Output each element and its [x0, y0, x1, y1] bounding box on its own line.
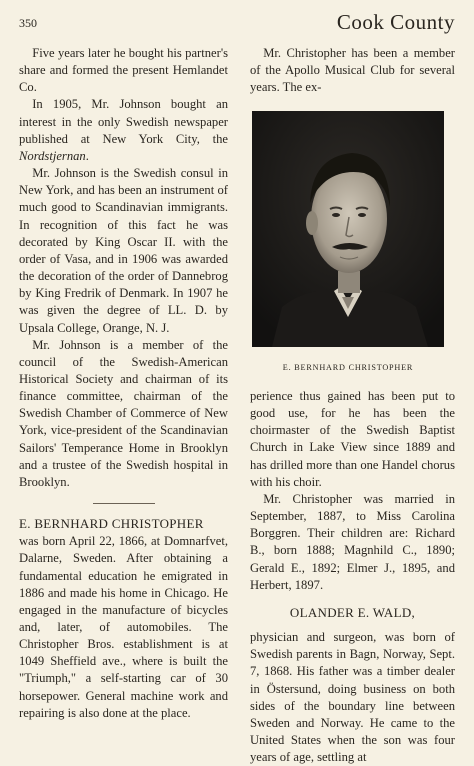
- right-column: [250, 45, 455, 96]
- bio-heading-wald: OLANDER E. WALD,: [289, 604, 416, 620]
- newspaper-title: Nordstjernan: [19, 148, 86, 163]
- paragraph-marriage: Mr. Christopher was married in September, 1887, to Miss Carolina Borggren. Their children are: Richard B., born 1888; Magnhild C., 1890; Gerald E., 1892; Elmer J., 1895, and Herbert, 1897.: [250, 491, 455, 592]
- paragraph-nordstjernan-text: In 1905, Mr. Johnson bought an interest in the only Swedish newspaper published at New York City, the: [19, 97, 228, 146]
- section-divider: [93, 503, 155, 504]
- portrait-illustration: [252, 111, 444, 347]
- paragraph-nordstjernan: [19, 96, 228, 165]
- left-column: [19, 45, 228, 722]
- paragraph-choirmaster: perience thus gained has been put to good use, for he has been the choirmaster of the Swedish Baptist Church in Lake View since 1889 and has drilled more than one Handel chorus with his choir.: [250, 389, 455, 489]
- period: .: [85, 148, 89, 163]
- page-number: 350: [19, 16, 37, 30]
- bio-text-christopher: was born April 22, 1866, at Domnarfvet, Dalarne, Sweden. After obtaining a fundamental education he emigrated in 1886 and made his home in Chicago. He engaged in the manufacture of bicycles and, later, of automobiles. The Christopher Bros. establishment is at 1049 Sheffield ave., where is built the "Triumph," a self-starting car of 30 horsepower. General machine work and repairing is also done at the place.: [19, 534, 228, 720]
- portrait-caption: E. BERNHARD CHRISTOPHER: [282, 363, 414, 372]
- bio-text-wald: physician and surgeon, was born of Swedish parents in Bagn, Norway, Sept. 7, 1868. His father was a timber dealer in Östersund, doing business on both sides of the boundary line between Sweden and Norway. He came to the United States when the son was four years of age, settling at: [250, 630, 455, 765]
- running-head: Cook County: [336, 10, 455, 34]
- paragraph-consul: Mr. Johnson is the Swedish consul in New York, and has been an instrument of much good to Scandinavian immigrants. In recognition of this fact he was decorated by King Oscar II. with the order of Vasa, and in 1906 was awarded the decoration of the order of Dannebrog by King Fredrik of Denmark. In 1907 he was given the degree of LL. D. by Upsala College, Orange, N. J.: [19, 166, 228, 335]
- paragraph-apollo: Mr. Christopher has been a member of the Apollo Musical Club for several years. The ex-: [250, 46, 455, 95]
- portrait-photo: [252, 111, 444, 347]
- paragraph-council: Mr. Johnson is a member of the council of the Swedish-American Historical Society and chairman of its finance committee, chairman of the Swedish Chamber of Commerce of New York, vice-president of the Scandinavian Sailors' Temperance Home in Brooklyn and a trustee of the Swedish hospital in Brooklyn.: [19, 337, 228, 489]
- bio-christopher: [19, 515, 228, 722]
- right-column-lower: [250, 388, 455, 766]
- bio-heading-christopher: E. BERNHARD CHRISTOPHER: [19, 516, 204, 532]
- paragraph-hemlandet: Five years later he bought his partner's share and formed the present Hemlandet Co.: [19, 46, 228, 95]
